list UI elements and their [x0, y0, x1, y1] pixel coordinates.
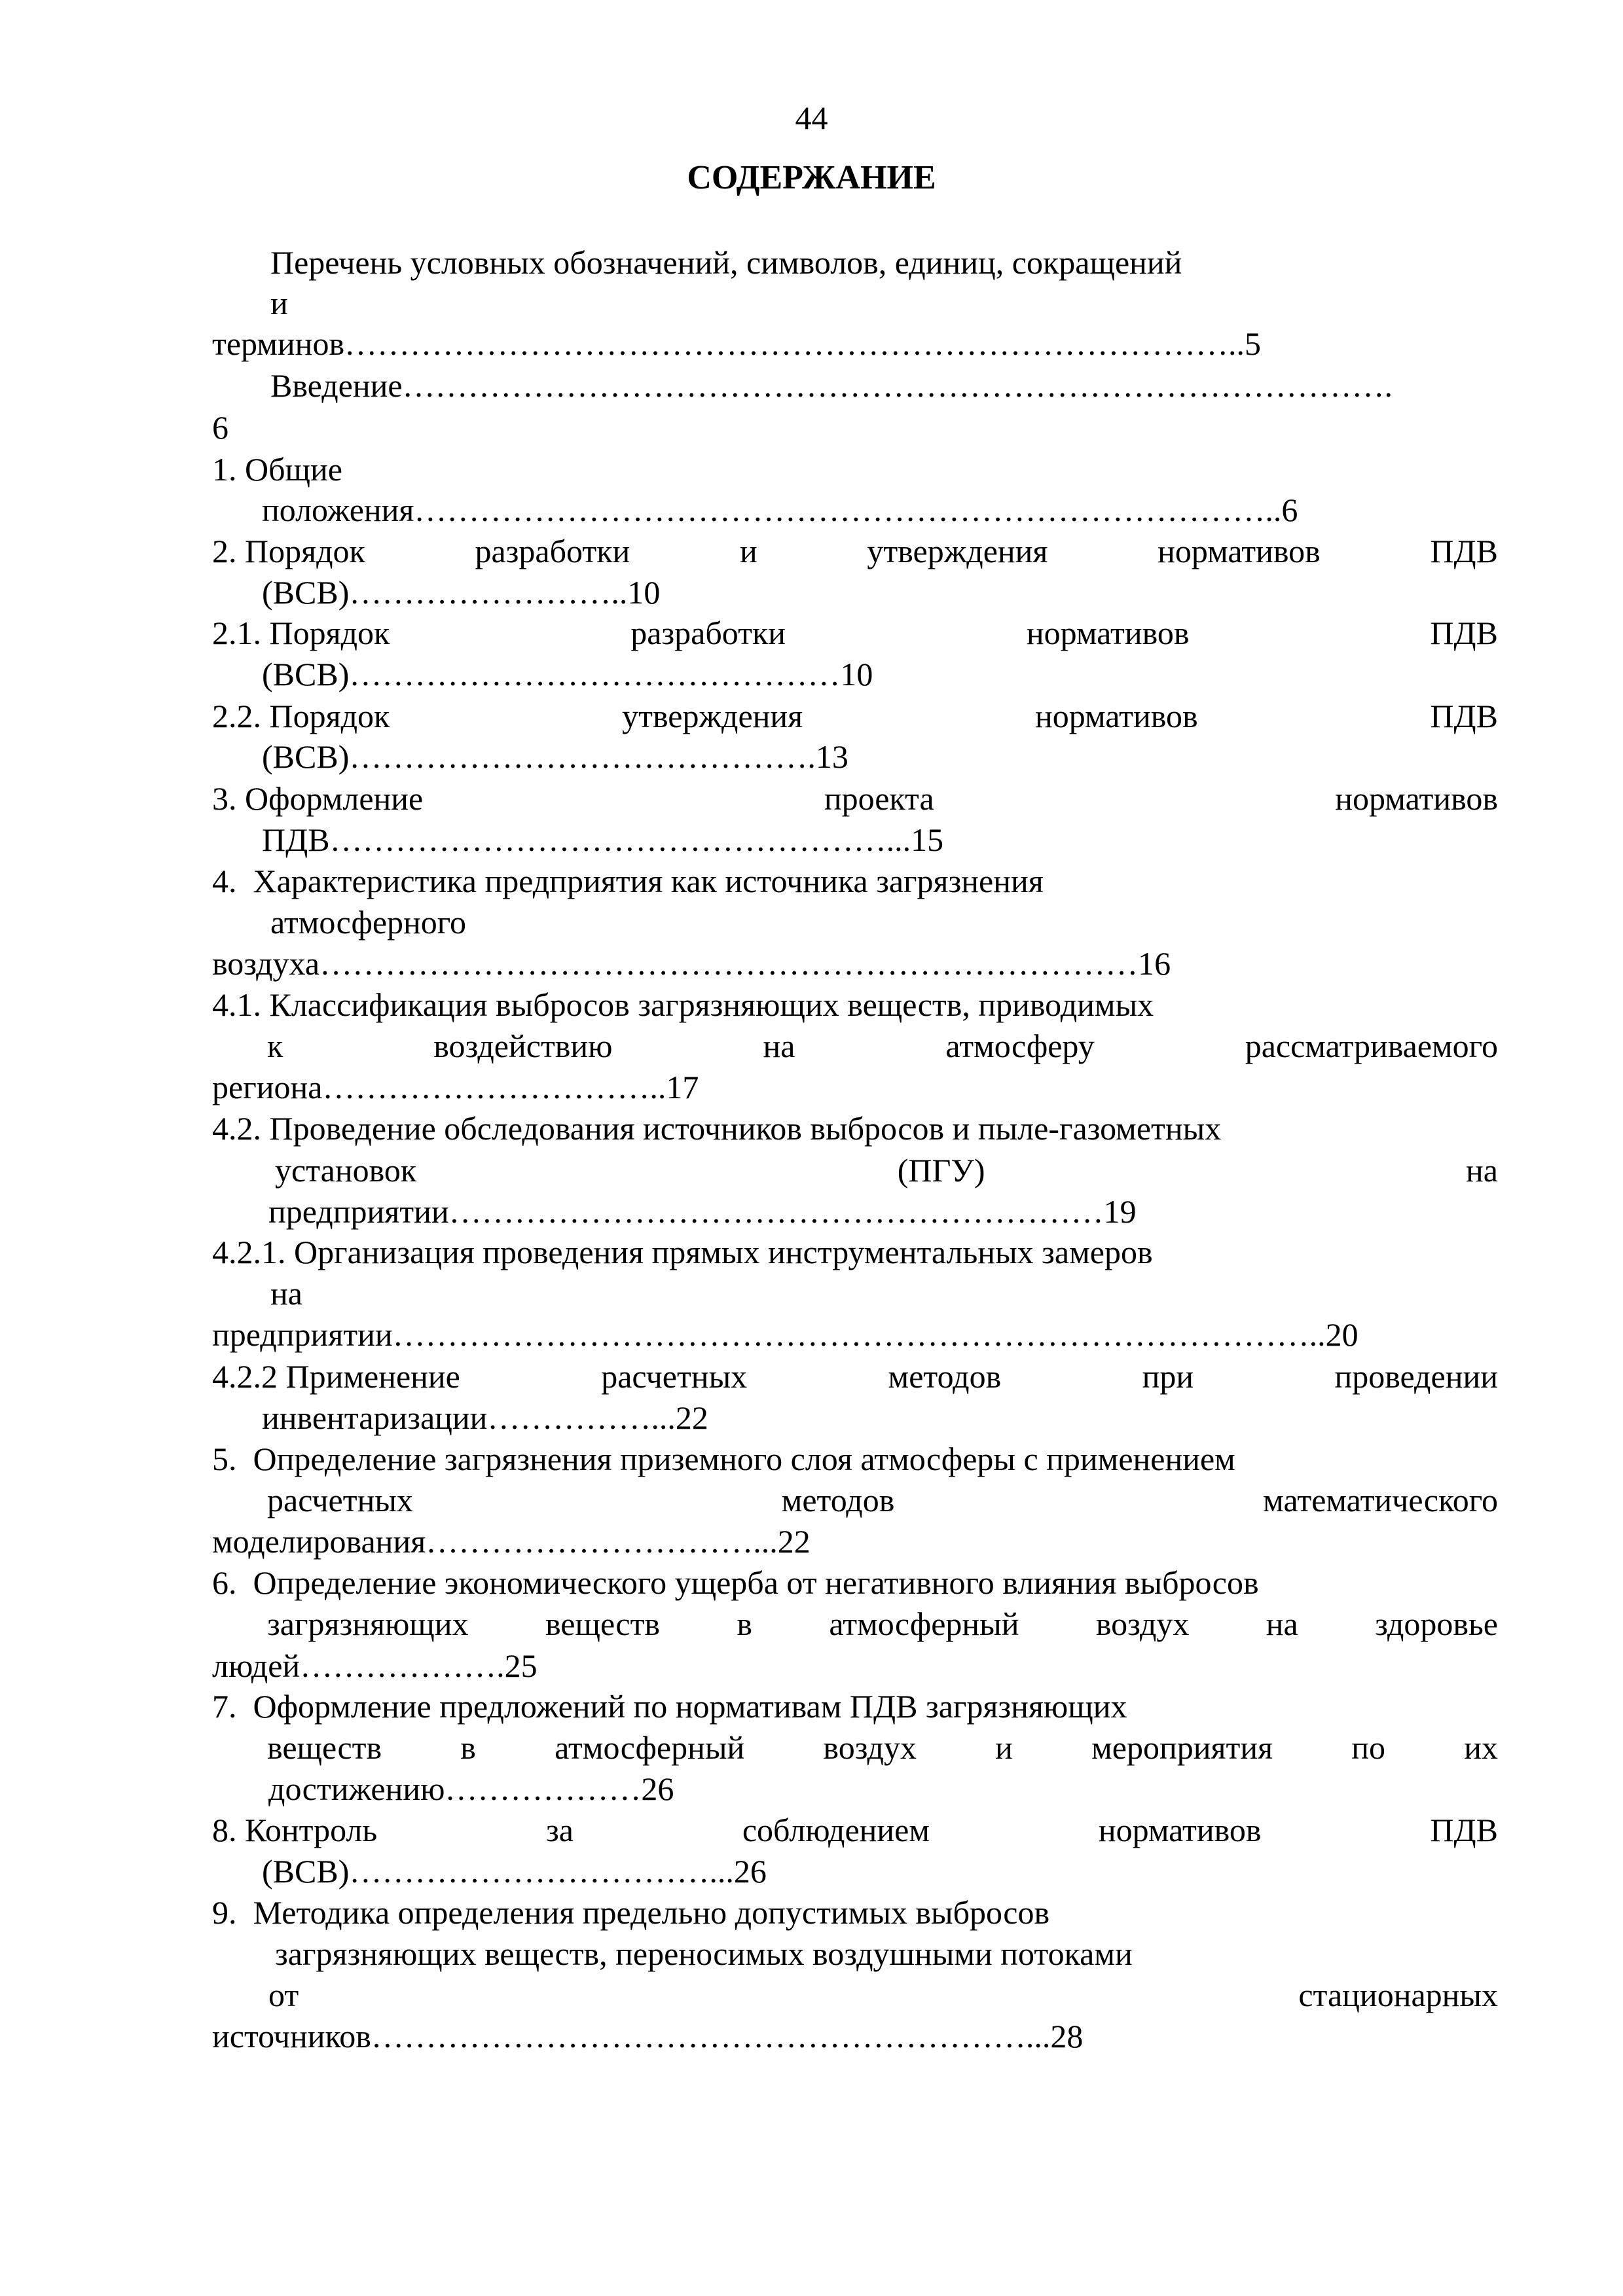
toc-word: утверждения: [867, 533, 1048, 569]
toc-word: нормативов: [1335, 780, 1498, 817]
toc-text-line: (ВСВ)…………………………………….13: [262, 738, 848, 775]
toc-text-line: (ВСВ)……………………..10: [262, 574, 661, 611]
toc-word: их: [1464, 1729, 1498, 1766]
toc-justified-line: [267, 1731, 1498, 1764]
toc-word: и: [739, 533, 757, 569]
toc-word: расчетных: [601, 1358, 748, 1395]
toc-word: проведении: [1334, 1358, 1498, 1395]
toc-word: на: [1266, 1605, 1298, 1642]
toc-word: атмосферный: [555, 1729, 745, 1766]
toc-text-line: и: [270, 285, 288, 321]
toc-word: разработки: [630, 615, 786, 651]
toc-justified-line: [212, 700, 1498, 732]
toc-word: и: [995, 1729, 1013, 1766]
toc-text-line: ПДВ……………………………………………...15: [262, 821, 944, 858]
toc-word: нормативов: [1026, 615, 1190, 651]
toc-word: на: [1466, 1152, 1498, 1189]
toc-word: ПДВ: [1430, 698, 1498, 734]
toc-word: 2. Порядок: [212, 533, 365, 569]
toc-text-line: людей……………….25: [212, 1647, 538, 1684]
toc-justified-line: [267, 1484, 1498, 1516]
toc-text-line: региона…………………………..17: [212, 1069, 699, 1105]
toc-text-line: 4.1. Классификация выбросов загрязняющих веществ, приводимых: [212, 986, 1154, 1023]
toc-word: нормативов: [1158, 533, 1321, 569]
toc-text-line: (ВСВ)……………………………...26: [262, 1853, 767, 1890]
toc-text-line: достижению………………26: [268, 1770, 674, 1807]
toc-justified-line: [268, 1979, 1498, 2011]
toc-text-line: предприятии…………………………………………………………………………..20: [212, 1316, 1359, 1353]
toc-word: веществ: [545, 1605, 661, 1642]
toc-word: стационарных: [1298, 1977, 1498, 2013]
toc-word: (ПГУ): [897, 1152, 985, 1189]
toc-text-line: положения……………………………………………………………………..6: [262, 492, 1298, 528]
toc-word: нормативов: [1098, 1812, 1262, 1848]
toc-text-line: 1. Общие: [212, 451, 342, 488]
toc-word: ПДВ: [1430, 533, 1498, 569]
toc-word: расчетных: [267, 1482, 413, 1518]
toc-justified-line: [212, 782, 1498, 815]
toc-text-line: инвентаризации……………...22: [262, 1399, 708, 1436]
toc-justified-line: [267, 1030, 1498, 1062]
toc-word: ПДВ: [1430, 615, 1498, 651]
toc-text-line: 4.2.1. Организация проведения прямых инструментальных замеров: [212, 1234, 1153, 1270]
toc-text-line: 4.2. Проведение обследования источников выбросов и пыле-газометных: [212, 1110, 1222, 1147]
toc-word: здоровье: [1375, 1605, 1498, 1642]
toc-word: от: [268, 1977, 299, 2013]
toc-word: загрязняющих: [267, 1605, 469, 1642]
page-number: 44: [795, 99, 828, 136]
toc-text-line: моделирования…………………………...22: [212, 1523, 811, 1560]
toc-word: в: [737, 1605, 753, 1642]
toc-text-line: воздуха…………………………………………………………………16: [212, 945, 1171, 982]
toc-justified-line: [212, 535, 1498, 567]
toc-word: воздух: [1095, 1605, 1190, 1642]
toc-word: проекта: [824, 780, 934, 817]
toc-word: в: [460, 1729, 476, 1766]
toc-justified-line: [267, 1607, 1498, 1640]
toc-text-line: 5. Определение загрязнения приземного слоя атмосферы с применением: [212, 1441, 1235, 1477]
toc-text-line: 7. Оформление предложений по нормативам ПДВ загрязняющих: [212, 1688, 1127, 1725]
toc-page-number: 6: [212, 409, 228, 446]
toc-word: разработки: [475, 533, 630, 569]
toc-word: 2.2. Порядок: [212, 698, 390, 734]
toc-word: 2.1. Порядок: [212, 615, 390, 651]
toc-text-line: атмосферного: [270, 904, 467, 941]
toc-word: методов: [781, 1482, 895, 1518]
toc-word: воздух: [823, 1729, 917, 1766]
toc-word: по: [1351, 1729, 1386, 1766]
toc-justified-line: [212, 617, 1498, 649]
toc-text-line: Перечень условных обозначений, символов, единиц, сокращений: [270, 244, 1182, 281]
toc-word: 3. Оформление: [212, 780, 424, 817]
toc-word: на: [763, 1028, 795, 1064]
toc-word: рассматриваемого: [1245, 1028, 1498, 1064]
toc-word: при: [1142, 1358, 1194, 1395]
toc-text-line: 4. Характеристика предприятия как источника загрязнения: [212, 863, 1044, 899]
toc-word: нормативов: [1034, 698, 1198, 734]
toc-justified-line: [212, 1814, 1498, 1846]
toc-word: веществ: [267, 1729, 382, 1766]
toc-word: 4.2.2 Применение: [212, 1358, 460, 1395]
toc-text-line: на: [270, 1275, 302, 1312]
toc-word: к: [267, 1028, 283, 1064]
toc-text-line: 6. Определение экономического ущерба от негативного влияния выбросов: [212, 1564, 1259, 1601]
toc-word: мероприятия: [1091, 1729, 1273, 1766]
toc-text-line: источников……………………………………………………...28: [212, 2018, 1084, 2054]
toc-text-line: терминов………………………………………………………………………..5: [212, 325, 1262, 362]
page-title: СОДЕРЖАНИЕ: [687, 159, 936, 196]
toc-word: ПДВ: [1430, 1812, 1498, 1848]
toc-word: утверждения: [622, 698, 803, 734]
toc-text-line: загрязняющих веществ, переносимых воздушными потоками: [275, 1935, 1133, 1972]
toc-justified-line: [275, 1154, 1498, 1187]
toc-justified-line: [212, 1360, 1498, 1393]
toc-word: установок: [275, 1152, 417, 1189]
toc-word: соблюдением: [742, 1812, 930, 1848]
toc-text-line: Введение……………………………………………………………………………….: [270, 367, 1393, 404]
toc-word: атмосферу: [945, 1028, 1095, 1064]
toc-text-line: (ВСВ)………………………………………10: [262, 656, 873, 692]
toc-word: методов: [888, 1358, 1002, 1395]
toc-word: математического: [1263, 1482, 1498, 1518]
toc-word: воздействию: [433, 1028, 613, 1064]
toc-text-line: предприятии……………………………………………………19: [268, 1193, 1137, 1230]
toc-word: за: [546, 1812, 574, 1848]
toc-word: 8. Контроль: [212, 1812, 378, 1848]
toc-word: атмосферный: [829, 1605, 1019, 1642]
toc-text-line: 9. Методика определения предельно допустимых выбросов: [212, 1894, 1050, 1931]
